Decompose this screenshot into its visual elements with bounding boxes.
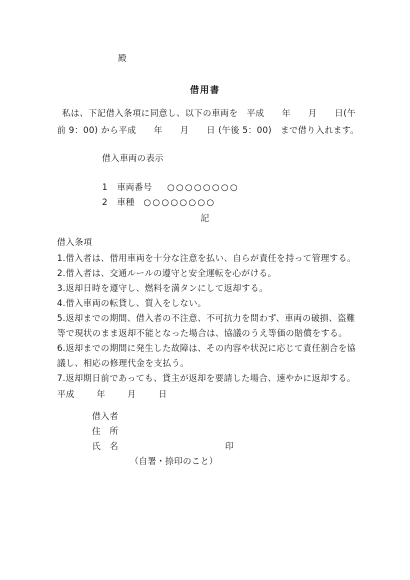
term-line: 6.返却までの期間に発生した故障は、その内容や状況に応じて責任割合を協 xyxy=(57,344,356,354)
addressee: 殿 xyxy=(118,54,127,64)
seal-mark: 印 xyxy=(225,442,234,452)
signature-address-label: 住 所 xyxy=(92,427,119,437)
vehicle-item-value: ○○○○○○○○ xyxy=(143,198,216,208)
term-line: 2.借入者は、交通ルールの遵守と安全運転を心がける。 xyxy=(57,269,277,279)
document-title: 借用書 xyxy=(189,86,220,96)
signature-date xyxy=(57,388,167,400)
term-line: 議し、相応の修理代金を支払う。 xyxy=(57,359,189,369)
intro-line-2: 前 9：00) から平成 年 月 日 (午後 5：00) まで借り入れます。 xyxy=(57,126,359,136)
term-line: 4.借入車両の転貸し、質入をしない。 xyxy=(57,299,207,309)
term-line: 1.借入者は、借用車両を十分な注意を払い、自らが責任を持って管理する。 xyxy=(57,254,356,264)
vehicle-section-heading: 借入車両の表示 xyxy=(102,154,164,164)
terms-heading: 借入条項 xyxy=(57,238,93,248)
signature-name-label: 氏 名 xyxy=(92,442,119,452)
term-line: 7.返却期日前であっても、貸主が返却を要請した場合、速やかに返却する。 xyxy=(57,374,356,384)
vehicle-item-model xyxy=(102,196,215,208)
ki-marker: 記 xyxy=(200,214,210,224)
date-era: 平成 xyxy=(57,390,75,400)
term-line: 等で現状のまま返却不能となった場合は、協議のうえ等価の賠償をする。 xyxy=(57,329,348,339)
vehicle-item-label: 車種 xyxy=(116,198,135,208)
vehicle-item-index: 2 xyxy=(102,198,108,208)
date-year: 年 xyxy=(96,390,106,400)
seal-note: （自署・捺印のこと） xyxy=(130,457,218,467)
vehicle-item-label: 車両番号 xyxy=(116,183,153,193)
vehicle-item-index: 1 xyxy=(102,183,108,193)
signature-borrower-label: 借入者 xyxy=(92,412,119,422)
date-month: 月 xyxy=(127,390,137,400)
term-line: 5.返却までの期間、借入者の不注意、不可抗力を問わず、車両の破損、盗難 xyxy=(57,314,356,324)
vehicle-item-value: ○○○○○○○○ xyxy=(167,183,240,193)
term-line: 3.返却日時を遵守し、燃料を満タンにして返却する。 xyxy=(57,284,268,294)
vehicle-item-number xyxy=(102,181,239,193)
intro-line-1: 私は、下記借入条項に同意し、以下の車両を 平成 年 月 日(午 xyxy=(62,109,356,119)
date-day: 日 xyxy=(158,390,167,400)
